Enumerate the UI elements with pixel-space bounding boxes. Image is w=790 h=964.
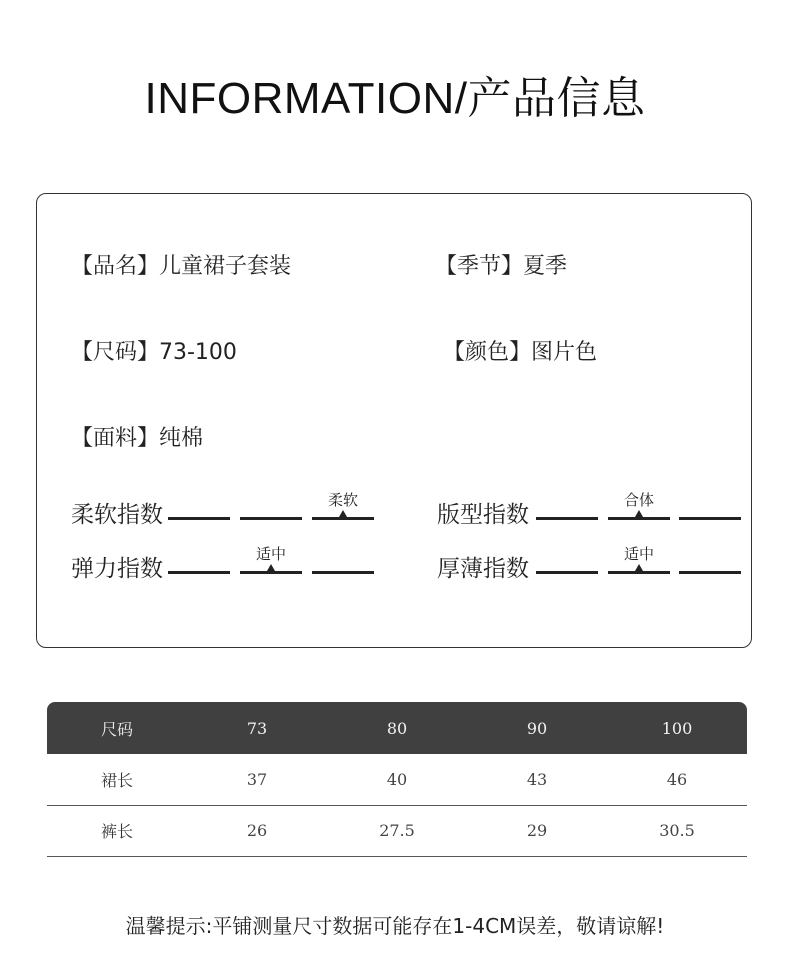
fit-scale-3: [679, 517, 741, 520]
measurement-note: 温馨提示:平铺测量尺寸数据可能存在1-4CM误差，敬请谅解!: [125, 914, 665, 938]
softness-marker-icon: [339, 510, 347, 517]
size-table: [47, 702, 747, 857]
table-cell: 26: [246, 821, 268, 840]
table-header-cell: 73: [246, 718, 268, 738]
softness-marker-label: 柔软: [327, 491, 359, 509]
product-color: 【颜色】图片色: [443, 340, 598, 365]
softness-scale-3: [312, 517, 374, 520]
fit-label: 版型指数: [437, 502, 529, 528]
elasticity-scale-1: [168, 571, 230, 574]
thickness-scale-3: [679, 571, 741, 574]
elasticity-label: 弹力指数: [71, 556, 163, 582]
softness-scale-1: [168, 517, 230, 520]
product-season: 【季节】夏季: [435, 254, 568, 279]
table-row: [47, 805, 747, 856]
elasticity-marker-icon: [267, 564, 275, 571]
product-name: 【品名】儿童裙子套装: [71, 254, 292, 279]
table-cell: 裙长: [100, 770, 133, 790]
table-header-cell: 90: [526, 718, 548, 738]
elasticity-marker-label: 适中: [255, 545, 287, 563]
table-cell: 46: [666, 769, 688, 789]
table-header-row: [47, 702, 747, 754]
thickness-scale-1: [536, 571, 598, 574]
thickness-scale-2: [608, 571, 670, 574]
softness-scale-2: [240, 517, 302, 520]
elasticity-scale-2: [240, 571, 302, 574]
fit-scale-2: [608, 517, 670, 520]
product-info-panel: [36, 193, 752, 648]
thickness-marker-label: 适中: [623, 545, 655, 563]
fit-marker-label: 合体: [623, 491, 655, 509]
product-fabric: 【面料】纯棉: [71, 426, 204, 451]
softness-label: 柔软指数: [71, 502, 163, 528]
table-cell: 27.5: [379, 821, 415, 840]
table-cell: 40: [386, 769, 408, 789]
page-title: INFORMATION/产品信息: [144, 74, 646, 123]
thickness-label: 厚薄指数: [437, 556, 529, 582]
table-cell: 37: [246, 769, 268, 789]
table-header-cell: 80: [386, 718, 408, 738]
table-cell: 30.5: [659, 821, 695, 840]
table-cell: 裤长: [100, 822, 133, 841]
thickness-marker-icon: [635, 564, 643, 571]
table-cell: 43: [526, 769, 548, 789]
fit-scale-1: [536, 517, 598, 520]
fit-marker-icon: [635, 510, 643, 517]
table-row: [47, 754, 747, 805]
product-size: 【尺码】73-100: [71, 340, 237, 365]
table-cell: 29: [526, 821, 548, 840]
table-header-cell: 尺码: [100, 719, 133, 739]
elasticity-scale-3: [312, 571, 374, 574]
table-header-cell: 100: [661, 718, 693, 738]
